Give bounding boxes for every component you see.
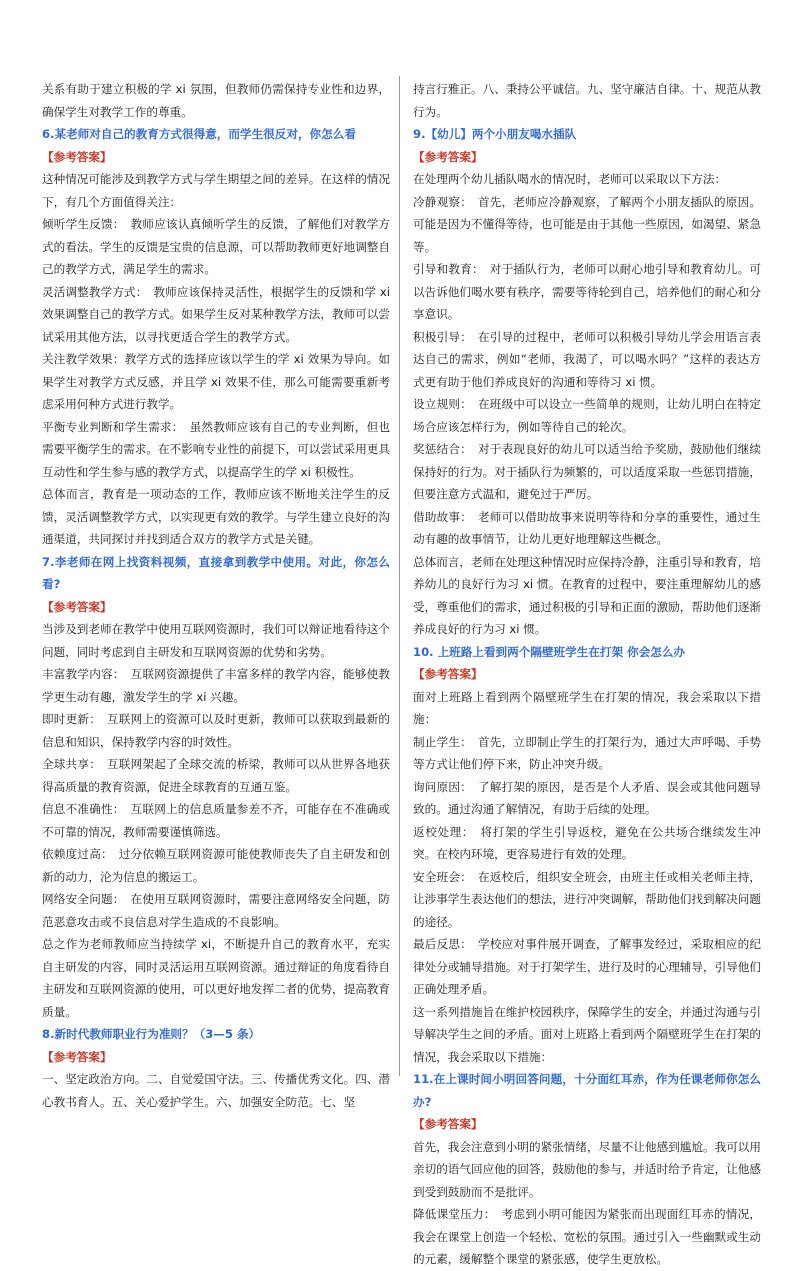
paragraph: 信息不准确性： 互联网上的信息质量参差不齐，可能存在不准确或不可靠的情况，教师需要谨慎筛选。 xyxy=(42,802,390,839)
answer-label: 【参考答案】 xyxy=(42,149,112,164)
question-heading: 11.在上课时间小明回答问题，十分面红耳赤，作为任课老师你怎么办? xyxy=(413,1072,761,1109)
paragraph: 关注教学效果：教学方式的选择应该以学生的学 xi 效果为导向。如果学生对教学方式反感，并且学 xi 效果不佳，那么可能需要重新考虑采用何种方式进行教学。 xyxy=(42,352,390,411)
paragraph: 总体而言，教育是一项动态的工作，教师应该不断地关注学生的反馈，灵活调整教学方式，以实现更有效的教学。与学生建立良好的沟通渠道，共同探讨并找到适合双方的教学方式是关键。 xyxy=(42,487,390,546)
paragraph: 一、坚定政治方向。二、自觉爱国守法。三、传播优秀文化。四、潜心教书育人。五、关心爱护学生。六、加强安全防范。七、坚 xyxy=(42,1072,390,1109)
paragraph: 在处理两个幼儿插队喝水的情况时，老师可以采取以下方法： xyxy=(413,172,727,186)
paragraph: 这一系列措施旨在维护校园秩序，保障学生的安全，并通过沟通与引导解决学生之间的矛盾。面对上班路上看到两个隔壁班学生在打架的情况，我会采取以下措施： xyxy=(413,1004,761,1064)
paragraph: 灵活调整教学方式： 教师应该保持灵活性，根据学生的反馈和学 xi 效果调整自己的教学方式。如果学生反对某种教学方法，教师可以尝试采用其他方法，以寻找更适合学生的教学方式。 xyxy=(42,284,390,344)
answer-label: 【参考答案】 xyxy=(413,1117,483,1131)
paragraph: 面对上班路上看到两个隔壁班学生在打架的情况，我会采取以下措施： xyxy=(413,689,761,726)
question-heading: 8.新时代教师职业行为准则？（3—5 条） xyxy=(42,1027,261,1041)
paragraph: 这种情况可能涉及到教学方式与学生期望之间的差异。在这样的情况下，有几个方面值得关注： xyxy=(42,172,390,209)
answer-label: 【参考答案】 xyxy=(413,149,483,164)
paragraph: 当涉及到老师在教学中使用互联网资源时，我们可以辩证地看待这个问题，同时考虑到自主研发和互联网资源的优势和劣势。 xyxy=(42,622,390,659)
paragraph: 降低课堂压力： 考虑到小明可能因为紧张而出现面红耳赤的情况，我会在课堂上创造一个轻松、宽松的氛围。通过引入一些幽默或生动的元素，缓解整个课堂的紧张感，使学生更放松。 xyxy=(413,1207,761,1266)
paragraph: 网络安全问题： 在使用互联网资源时，需要注意网络安全问题，防范恶意攻击或不良信息对学生造成的不良影响。 xyxy=(42,892,390,929)
paragraph: 关系有助于建立积极的学 xi 氛围，但教师仍需保持专业性和边界，确保学生对教学工作的尊重。 xyxy=(42,82,390,119)
paragraph: 设立规则： 在班级中可以设立一些简单的规则，让幼儿明白在特定场合应该怎样行为，例如等待自己的轮次。 xyxy=(413,397,761,434)
paragraph: 引导和教育： 对于插队行为，老师可以耐心地引导和教育幼儿。可以告诉他们喝水要有秩序，需要等待轮到自己，培养他们的耐心和分享意识。 xyxy=(413,262,761,321)
paragraph: 积极引导： 在引导的过程中，老师可以积极引导幼儿学会用语言表达自己的需求，例如“老师，我渴了，可以喝水吗？”这样的表达方式更有助于他们养成良好的沟通和等待习 xi 惯。 xyxy=(413,329,761,389)
paragraph: 最后反思： 学校应对事件展开调查，了解事发经过，采取相应的纪律处分或辅导措施。对于打架学生，进行及时的心理辅导，引导他们正确处理矛盾。 xyxy=(413,937,761,996)
question-heading: 6.某老师对自己的教育方式很得意，而学生很反对，你怎么看 xyxy=(42,127,356,141)
paragraph: 平衡专业判断和学生需求： 虽然教师应该有自己的专业判断，但也需要平衡学生的需求。在不影响专业性的前提下，可以尝试采用更具互动性和学生参与感的教学方式，以提高学生的学 xi 积极性。 xyxy=(42,419,390,479)
paragraph: 持言行雅正。八、秉持公平诚信。九、坚守廉洁自律。十、规范从教行为。 xyxy=(413,82,761,119)
answer-label: 【参考答案】 xyxy=(413,667,483,681)
right-column xyxy=(413,78,761,1271)
paragraph: 即时更新： 互联网上的资源可以及时更新，教师可以获取到最新的信息和知识，保持教学内容的时效性。 xyxy=(42,712,390,749)
paragraph: 总之作为老师教师应当持续学 xi，不断提升自己的教育水平，充实自主研发的内容，同时灵活运用互联网资源。通过辩证的角度看待自主研发和互联网资源的使用，可以更好地发挥二者的优势，提高教育质量。 xyxy=(42,937,390,1019)
question-heading: 9.【幼儿】两个小朋友喝水插队 xyxy=(413,127,577,141)
paragraph: 询问原因： 了解打架的原因，是否是个人矛盾、误会或其他问题导致的。通过沟通了解情况，有助于后续的处理。 xyxy=(413,779,761,816)
paragraph: 冷静观察： 首先，老师应冷静观察，了解两个小朋友插队的原因。可能是因为不懂得等待，也可能是由于其他一些原因，如渴望、紧急等。 xyxy=(413,194,761,254)
paragraph: 首先，我会注意到小明的紧张情绪，尽量不让他感到尴尬。我可以用亲切的语气回应他的回答，鼓励他的参与，并适时给予肯定，让他感到受到鼓励而不是批评。 xyxy=(413,1139,761,1199)
answer-label: 【参考答案】 xyxy=(42,599,112,614)
paragraph: 全球共享： 互联网架起了全球交流的桥梁，教师可以从世界各地获得高质量的教育资源，促进全球教育的互通互鉴。 xyxy=(42,757,390,794)
paragraph: 总体而言，老师在处理这种情况时应保持冷静，注重引导和教育，培养幼儿的良好行为习 xi 惯。在教育的过程中，要注重理解幼儿的感受，尊重他们的需求，通过积极的引导和正面的激励，帮助他们逐渐养成良好的行为习 xi 惯。 xyxy=(413,554,761,636)
paragraph: 制止学生： 首先，立即制止学生的打架行为，通过大声呼喝、手势等方式让他们停下来，防止冲突升级。 xyxy=(413,734,761,771)
left-column xyxy=(42,78,390,1113)
paragraph: 丰富教学内容： 互联网资源提供了丰富多样的教学内容，能够使教学更生动有趣，激发学生的学 xi 兴趣。 xyxy=(42,667,390,704)
paragraph: 依赖度过高： 过分依赖互联网资源可能使教师丧失了自主研发和创新的动力，沦为信息的搬运工。 xyxy=(42,847,390,884)
paragraph: 安全班会： 在返校后，组织安全班会，由班主任或相关老师主持，让涉事学生表达他们的想法，进行冲突调解，帮助他们找到解决问题的途径。 xyxy=(413,869,761,929)
answer-label: 【参考答案】 xyxy=(42,1049,112,1064)
question-heading: 7.李老师在网上找资料视频，直接拿到教学中使用。对此，你怎么看? xyxy=(42,554,390,591)
paragraph: 倾听学生反馈： 教师应该认真倾听学生的反馈，了解他们对教学方式的看法。学生的反馈是宝贵的信息源，可以帮助教师更好地调整自己的教学方式，满足学生的需求。 xyxy=(42,217,390,276)
question-heading: 10. 上班路上看到两个隔壁班学生在打架 你会怎么办 xyxy=(413,644,686,659)
paragraph: 奖惩结合： 对于表现良好的幼儿可以适当给予奖励，鼓励他们继续保持好的行为。对于插队行为频繁的，可以适度采取一些惩罚措施，但要注意方式温和，避免过于严厉。 xyxy=(413,442,761,501)
paragraph: 返校处理： 将打架的学生引导返校，避免在公共场合继续发生冲突。在校内环境，更容易进行有效的处理。 xyxy=(413,824,761,861)
column-divider xyxy=(399,76,400,1076)
paragraph: 借助故事： 老师可以借助故事来说明等待和分享的重要性，通过生动有趣的故事情节，让幼儿更好地理解这些概念。 xyxy=(413,509,761,546)
